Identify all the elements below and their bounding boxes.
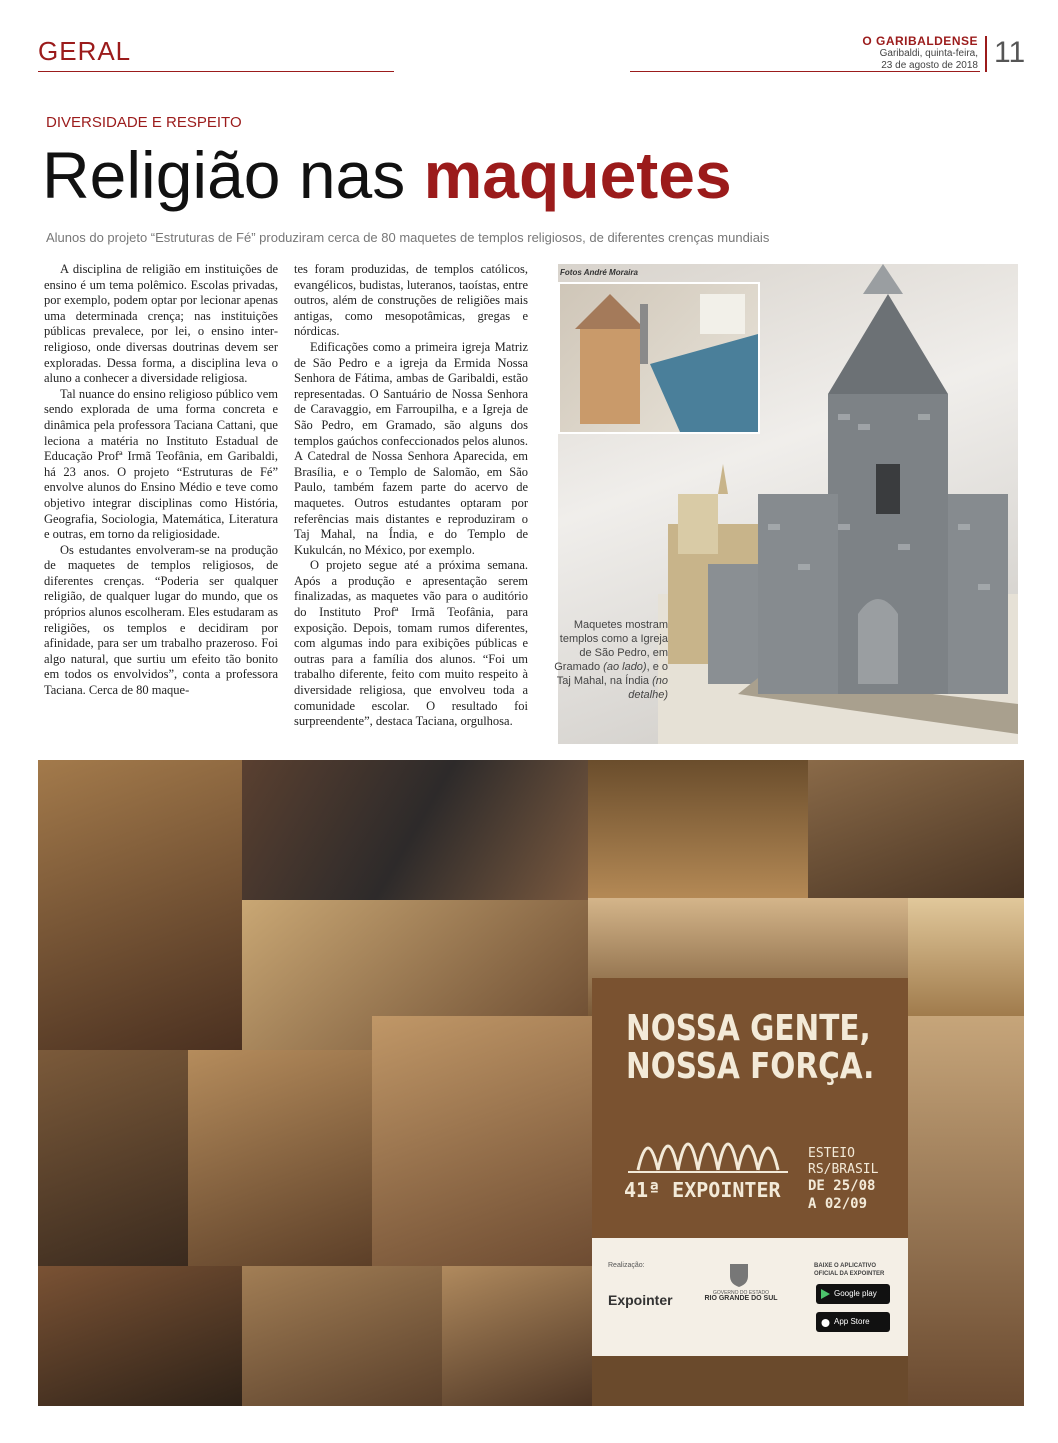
ad-realizacao: Realização: (608, 1262, 645, 1269)
app-store-badge[interactable] (816, 1312, 890, 1332)
ad-slogan (626, 1010, 874, 1086)
photo-tractor-driver (38, 1050, 188, 1266)
photo-grapes-hands (242, 760, 588, 900)
page-number: 11 (994, 36, 1026, 69)
expointer-dome-logo (628, 1118, 788, 1174)
caption-text: , e o Taj Mahal, na Índia (556, 661, 668, 687)
expointer-wordmark: Expointer (608, 1292, 673, 1308)
section-rule (38, 71, 394, 72)
paragraph: A disciplina de religião em instituições de ensino é um tema polêmico. Escolas privadas, por exemplo, podem optar por lecionar apenas uma determinada crença; nas instituições públicas prevalece, por lei, o ensino inter-religioso, onde diversas doutrinas devem ser exploradas. Dessa forma, a disciplina leva o aluno a conhecer a diversidade religiosa. (44, 262, 278, 386)
photo-gaucho (38, 760, 242, 1050)
state-government-logo (698, 1290, 784, 1302)
slogan-line-2: NOSSA FORÇA. (626, 1046, 875, 1087)
ad-edition: 41ª EXPOINTER (624, 1178, 781, 1202)
headline-plain: Religião nas (42, 138, 424, 212)
photo-rider (242, 1266, 442, 1406)
ad-dates-start: DE 25/08 (808, 1178, 876, 1194)
photo-woman-hat (188, 1050, 372, 1266)
app-store-label: App Store (834, 1317, 870, 1326)
gov-line-2: RIO GRANDE DO SUL (704, 1295, 778, 1302)
dateline-2: 23 de agosto de 2018 (881, 60, 978, 71)
play-icon (821, 1289, 830, 1299)
photo-chimarrao (908, 1016, 1024, 1406)
headline (42, 136, 732, 214)
slogan-line-1: NOSSA GENTE, (626, 1008, 871, 1049)
page-number-separator (985, 36, 987, 72)
photo-face-closeup (372, 1016, 592, 1266)
gov-line-1: GOVERNO DO ESTADO (712, 1290, 770, 1296)
app-line-2: OFICIAL DA EXPOINTER (814, 1271, 885, 1277)
article-column-2 (294, 262, 528, 730)
paragraph: O projeto segue até a próxima semana. Após a produção e apresentação serem finalizadas, as maquetes vão para o auditório do Instituto Profª Irmã Teofânia, para exposição. Depois, tomam rumos diferentes, com algumas indo para exibições públicas e outras para a família dos alunos. “Foi um trabalho diferente, feito com muito respeito à diversidade religiosa, que envolveu toda a comunidade escolar. O resultado foi surpreendente”, destaca Taciana, orgulhosa. (294, 558, 528, 729)
caption-italic: (ao lado) (603, 661, 647, 673)
paragraph: Edificações como a primeira igreja Matriz de São Pedro e a igreja da Ermida Nossa Senhora de Fátima, ambas de Garibaldi, estão representadas. O Santuário de Nossa Senhora de Caravaggio, em Farroupilha, e a Igreja de São Pedro, em Gramado, são alguns dos templos gaúchos confeccionados pelos alunos. A Catedral de Nossa Senhora Aparecida, em Brasília, e o Templo de Salomão, em São Paulo, também fazem parte do acervo de maquetes. Outros estudantes optaram por referências mais distantes e reproduziram o Taj Mahal, na Índia, e do Templo de Kukulcán, no México, por exemplo. (294, 339, 528, 557)
dateline-1: Garibaldi, quinta-feira, (879, 48, 978, 59)
paragraph: Os estudantes envolveram-se na produção de maquetes de templos religiosos, de diferentes crenças. “Poderia ser qualquer religião, de qualquer lugar do mundo, que os próprios alunos escolheram. Eles estudaram as religiões, os templos e decidiram por afinidade, para ser um trabalho prazeroso. Foi algo natural, que surtiu um efeito tão bonito em todos os envolvidos”, conta a professora Taciana. Cerca de 80 maque- (44, 542, 278, 698)
newspaper-info (862, 34, 978, 72)
subtitle: Alunos do projeto “Estruturas de Fé” produziram cerca de 80 maquetes de templos religiosos, de diferentes crenças mundiais (46, 230, 770, 245)
photo-caption (548, 618, 668, 702)
photo-old-farmer (442, 1266, 592, 1406)
article-column-1 (44, 262, 278, 699)
caption-text: Maquetes mostram templos como a Igreja de São Pedro, em Gramado (554, 619, 668, 673)
headline-highlight: maquetes (423, 138, 732, 212)
app-line-1: BAIXE O APLICATIVO (814, 1263, 877, 1269)
photo-credit: Fotos André Moraira (560, 268, 638, 277)
paragraph: tes foram produzidas, de templos católicos, evangélicos, budistas, luteranos, taoístas, entre outros, além de construções de religiões mais antigas, como mesopotâmicas, gregas e nórdicas. (294, 262, 528, 339)
newspaper-name: O GARIBALDENSE (862, 34, 978, 48)
state-coat-of-arms-icon (728, 1262, 750, 1288)
caption-italic: (no detalhe) (628, 675, 668, 701)
section-title: GERAL (38, 36, 132, 66)
kicker: DIVERSIDADE E RESPEITO (46, 114, 242, 131)
photo-man-portrait (38, 1266, 242, 1406)
google-play-label: Google play (834, 1289, 877, 1298)
ad-place-state: RS/BRASIL (808, 1162, 879, 1177)
app-download-text (814, 1262, 884, 1278)
photo-woman-smiling (588, 760, 808, 898)
photo-harvester (908, 898, 1024, 1016)
google-play-badge[interactable] (816, 1284, 890, 1304)
taj-mahal-model-illustration (560, 284, 758, 432)
apple-icon (821, 1317, 830, 1327)
taj-mahal-model-photo (558, 282, 760, 434)
photo-field-worker (808, 760, 1024, 898)
paragraph: Tal nuance do ensino religioso público vem sendo explorada de uma forma concreta e dinâmica pela professora Taciana Cattani, que leciona a matéria no Instituto Estadual de Educação Profª Irmã Teofânia, em Garibaldi, há 23 anos. O projeto “Estruturas de Fé” envolve alunos do Ensino Médio e teve como objetivo integrar disciplinas como História, Geografia, Sociologia, Matemática, Literatura e outras, em torno da religiosidade. (44, 386, 278, 542)
ad-place-city: ESTEIO (808, 1146, 855, 1161)
ad-dates-end: A 02/09 (808, 1196, 868, 1212)
